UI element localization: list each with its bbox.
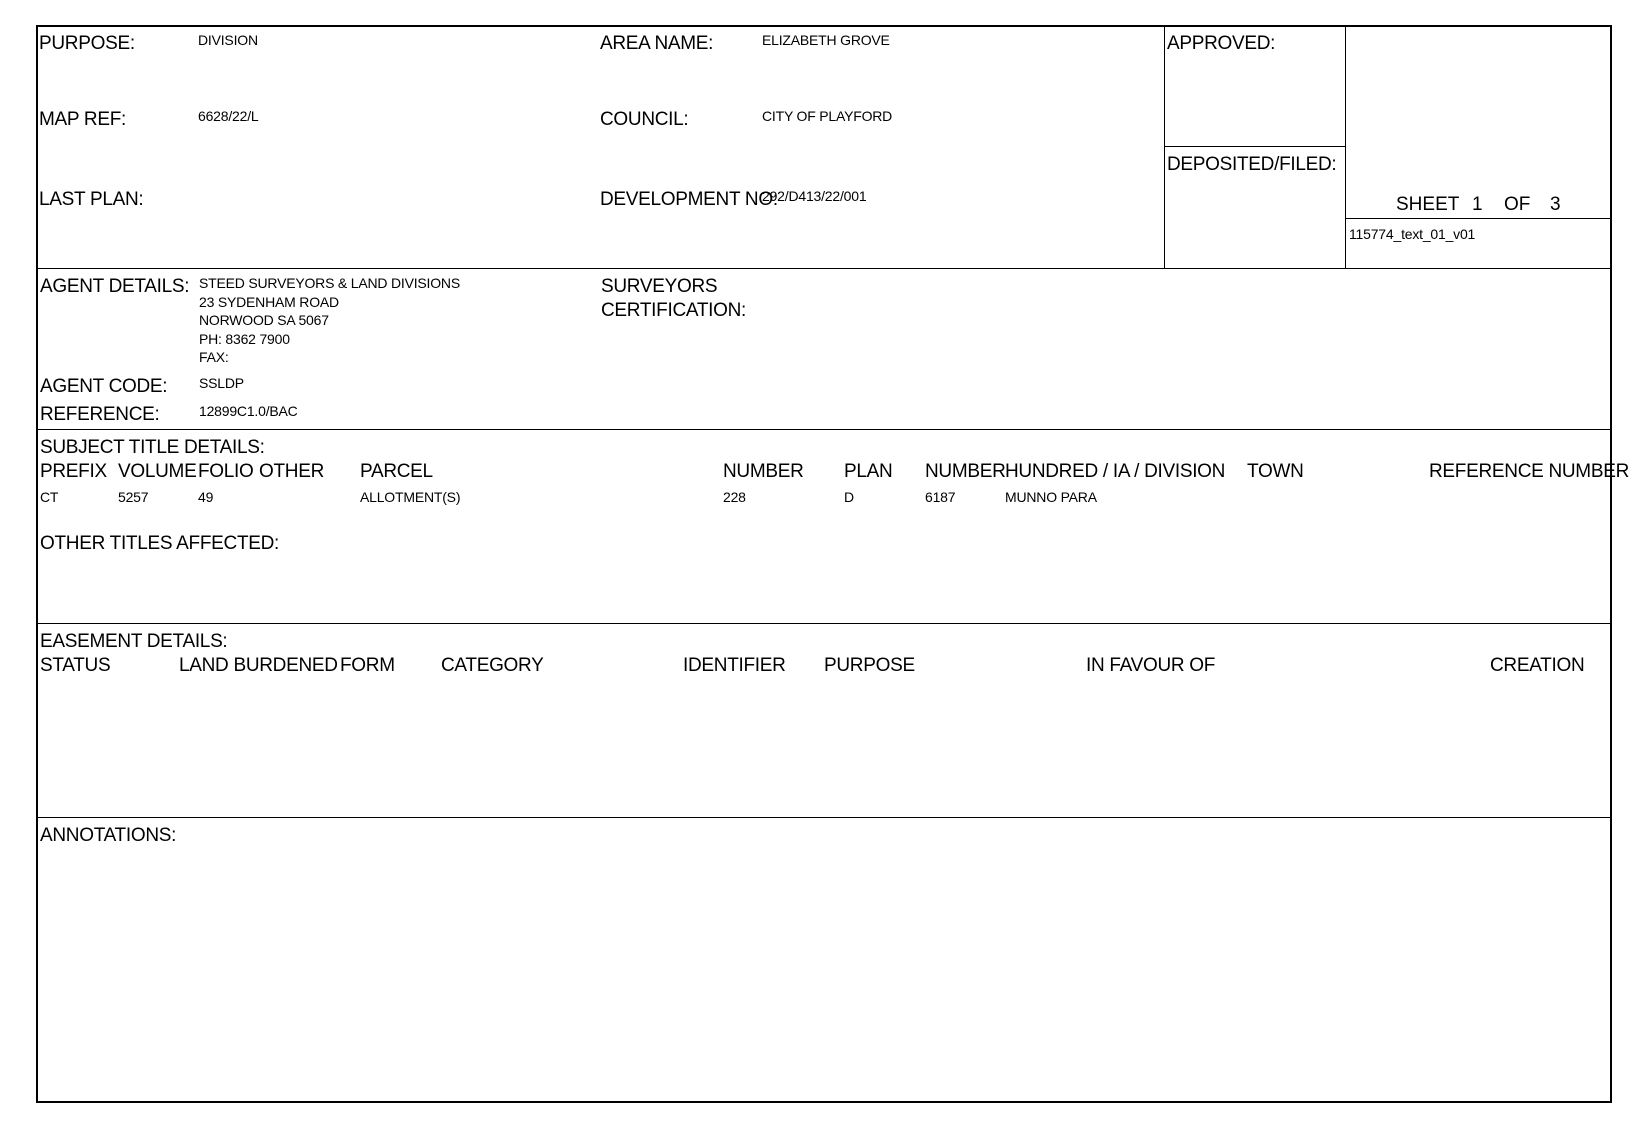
agent-line: STEED SURVEYORS & LAND DIVISIONS xyxy=(199,275,460,291)
agent-line: FAX: xyxy=(199,349,229,365)
annotations-label: ANNOTATIONS: xyxy=(40,825,177,846)
reference-label: REFERENCE: xyxy=(40,404,160,425)
col-identifier: IDENTIFIER xyxy=(683,655,786,676)
reference-value: 12899C1.0/BAC xyxy=(199,403,298,419)
purpose-value: DIVISION xyxy=(198,32,258,48)
col-plan-number: NUMBER xyxy=(925,461,1006,482)
col-status: STATUS xyxy=(40,655,111,676)
surveyors-certification-label-1: SURVEYORS xyxy=(601,276,718,297)
sheet-number: 1 xyxy=(1472,194,1483,215)
file-reference: 115774_text_01_v01 xyxy=(1349,226,1476,242)
col-prefix: PREFIX xyxy=(40,461,107,482)
cell-number: 228 xyxy=(723,489,746,505)
agent-line: PH: 8362 7900 xyxy=(199,330,290,347)
col-volume: VOLUME xyxy=(118,461,197,482)
subject-title-details-label: SUBJECT TITLE DETAILS: xyxy=(40,437,265,458)
col-plan: PLAN xyxy=(844,461,893,482)
sheet-divider xyxy=(1345,218,1612,219)
col-number: NUMBER xyxy=(723,461,804,482)
map-ref-label: MAP REF: xyxy=(39,109,126,130)
approval-column-left xyxy=(1164,25,1165,268)
plan-form-frame xyxy=(36,25,1612,1103)
col-parcel: PARCEL xyxy=(360,461,433,482)
agent-line: 23 SYDENHAM ROAD xyxy=(199,293,339,310)
agent-address xyxy=(199,274,460,367)
development-no-value: 292/D413/22/001 xyxy=(762,188,867,204)
other-titles-affected-label: OTHER TITLES AFFECTED: xyxy=(40,533,280,554)
agent-line: NORWOOD SA 5067 xyxy=(199,312,329,328)
sheet-label: SHEET xyxy=(1396,194,1460,215)
agent-details-label: AGENT DETAILS: xyxy=(40,276,190,297)
easements-bottom-rule xyxy=(36,817,1612,818)
col-other: OTHER xyxy=(259,461,325,482)
cell-plan: D xyxy=(844,489,854,505)
col-in-favour-of: IN FAVOUR OF xyxy=(1086,655,1216,676)
agent-bottom-rule xyxy=(36,429,1612,430)
cell-volume: 5257 xyxy=(118,489,149,505)
deposited-filed-label: DEPOSITED/FILED: xyxy=(1167,154,1337,175)
council-value: CITY OF PLAYFORD xyxy=(762,108,893,124)
cell-hundred: MUNNO PARA xyxy=(1005,489,1097,505)
approved-label: APPROVED: xyxy=(1167,33,1276,54)
purpose-label: PURPOSE: xyxy=(39,33,135,54)
col-category: CATEGORY xyxy=(441,655,544,676)
last-plan-label: LAST PLAN: xyxy=(39,189,144,210)
development-no-label: DEVELOPMENT NO: xyxy=(600,189,778,210)
map-ref-value: 6628/22/L xyxy=(198,108,259,124)
agent-code-value: SSLDP xyxy=(199,375,244,391)
cell-folio: 49 xyxy=(198,489,214,505)
col-folio: FOLIO xyxy=(198,461,254,482)
area-name-value: ELIZABETH GROVE xyxy=(762,32,890,48)
surveyors-certification-label-2: CERTIFICATION: xyxy=(601,300,746,321)
col-hundred: HUNDRED / IA / DIVISION xyxy=(1005,461,1226,482)
col-land-burdened: LAND BURDENED xyxy=(179,655,338,676)
cell-prefix: CT xyxy=(40,489,59,505)
col-form: FORM xyxy=(340,655,395,676)
titles-bottom-rule xyxy=(36,623,1612,624)
agent-code-label: AGENT CODE: xyxy=(40,376,168,397)
council-label: COUNCIL: xyxy=(600,109,689,130)
cell-plan-number: 6187 xyxy=(925,489,956,505)
col-creation: CREATION xyxy=(1490,655,1585,676)
cell-parcel: ALLOTMENT(S) xyxy=(360,489,461,505)
sheet-of-label: OF xyxy=(1504,194,1531,215)
sheet-total: 3 xyxy=(1550,194,1561,215)
area-name-label: AREA NAME: xyxy=(600,33,714,54)
col-reference-number: REFERENCE NUMBER xyxy=(1429,461,1629,482)
col-town: TOWN xyxy=(1247,461,1304,482)
col-purpose: PURPOSE xyxy=(824,655,915,676)
approval-column-right xyxy=(1345,25,1346,268)
header-bottom-rule xyxy=(36,268,1612,269)
approved-divider xyxy=(1164,146,1345,147)
easement-details-label: EASEMENT DETAILS: xyxy=(40,631,228,652)
